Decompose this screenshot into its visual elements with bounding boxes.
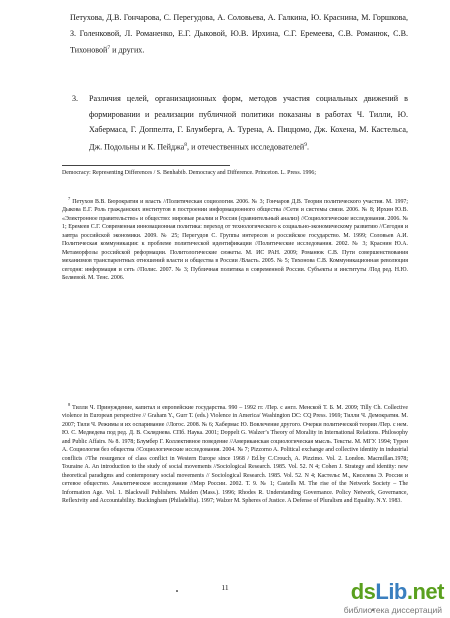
body-paragraph-continued [70,10,408,58]
list-item-3 [70,91,408,155]
footnote-continuation: Democracy: Representing Differences / S. Benhabib. Democracy and Difference. Princeton. L. Press. 1996; [62,170,316,176]
dslib-logo: dsLib.net [350,579,444,604]
footnote-separator [62,165,230,166]
footnote-ref-9[interactable]: 9 [304,141,307,148]
item-text-tail: , и отечественных исследователей [187,142,305,152]
dslib-watermark[interactable] [268,579,444,613]
page-number: 11 [221,583,229,592]
item-text-main: Различия целей, организационных форм, методов участия социальных движений в формировании и реализации публичной политики показаны в работах Ч. Тилли, Ю. Хабермаса, Г. Доппелта, Г. Блумберга, А. Турена, А. Пиццомо, Дж. Кохена, М. Кастельса, Дж. Подольны и К. Пейджа [89,94,408,152]
footnote-7 [62,195,408,283]
footnote-marker-7: 7 [68,196,71,201]
list-item-number: 3. [72,94,79,103]
footnote-marker-8: 8 [68,402,71,407]
list-item-text [89,91,408,155]
scan-speck [176,590,178,592]
footnote-8-text: Тилли Ч. Принуждение, капитал и европейские государства. 990 – 1992 гг. /Пер. с англ. Менской Т. Б. М. 2009; Tilly Ch. Collective violence in European perspective // Graham Y., Gurr T. (eds.) Violence in America/ Washington DC: CQ Press. 1969; Тилли Ч. Демократия. М. 2007; Тили Ч. Режимы и их оспаривание //Логос. 2008. № 6; Хабермас Ю. Вовлечение другого. Очерки политической теории /Пер. с нем. Ю. С. Медведева под ред. Д. В. Скляднева. СПб. Наука. 2001; Doppelt G. Walzer’s Theory of Morality in International Relations. Philosophy and Public Affairs. № 8. 1978; Блумбер Г. Коллективное поведение //Американская социологическая мысль. Тексты. М. МГУ. 1994; Турен А. Социология без общества //Социологические исследования. 2004. № 7; Pizzorno A. Political exchange and collective identity in industrial conflicts //The resurgence of class conflict in Western Europe since 1968 / Ed.by C.Crouch, A. Pizzimo. Vol. 2. London. Macmillan.1978; Touraine A. An introduction to the study of social movements //Sociological Research. 1985. Vol. 52. N 4; Cohen J. Strategy and identity: new theoretical paradigms and contemporary social movements // Sociological Research. 1985. Vol. 52. N 4; Кастельс М., Киселева Э. Россия и сетевое общество. Аналитическое исследование //Мир России. 2002. Т. 9. № 1; Castells M. The rise of the Network Society – The Information Age. Vol. 1. Blackwall Publishers. Malden (Mass.). 1996; Rhodes R. Understanding Governance. Policy Network, Governance, Reflexivity and Accountability. Buckingham (Philadelfia). 1997; Walzer M. Spheres of Justice. A Defense of Pluralism and Equality. N.Y. 1983. [62,404,408,504]
paragraph-tail: и других. [110,45,145,55]
footnote-8 [62,401,408,505]
footnote-ref-7[interactable]: 7 [107,45,111,52]
item-text-end: . [306,142,310,152]
footnote-ref-8[interactable]: 8 [184,141,188,148]
dslib-subtitle: библиотека диссертаций [343,605,442,615]
paragraph-text: Петухова, Д.В. Гончарова, С. Перегудова, А. Соловьева, А. Галкина, Ю. Краснина, М. Горшкова, З. Голенковой, Л. Ромaненко, Е.Г. Дыковой, Ю.В. Ирхина, С.Г. Еремеева, С.В. Романюк, С.В. Тихоновой [70,13,408,55]
footnote-7-text: Петухов В.В. Бюрократия и власть //Политическая социология. 2006. № 3; Гончаров Д.В. Теория политического участия. М. 1997; Дыкова Е.Г. Роль гражданских институтов в построении информационного общества //Сети и системы связи. 2006. № 8; Ирхин Ю.В. «Электронное правительство» и общество: мировые реалии и Россия (сравнительный анализ) //Социологические исследования. 2006. № 1; Еремеев С.Г. Современная инновационная политика: переход от технологического к социально-экономическому развитию //Сегодня и завтра российской экономики. 2009. № 25; Перегудов С. Группы интересов и российское государство. М. 1999; Соловьев А.И. Политическая коммуникация: к проблеме политической идентификации //Политические исследования. 2002. № 3; Краснин Ю.А. Метаморфозы российской реформации. Политологические сюжеты. М. ИС РАН. 2009; Романюк С.В. Пути совершенствования механизмов транспарентных отношений власти и общества в России /Власть. 2005. № 5; Тихонова С.В. Коммуникационная революция сегодня: информация и сеть //Полис. 2007. № 3; Публичная политика в современной России. Субъекты и институты /Под ред. Н.Ю. Беляевой. М. Тенс. 2006. [62,198,408,282]
